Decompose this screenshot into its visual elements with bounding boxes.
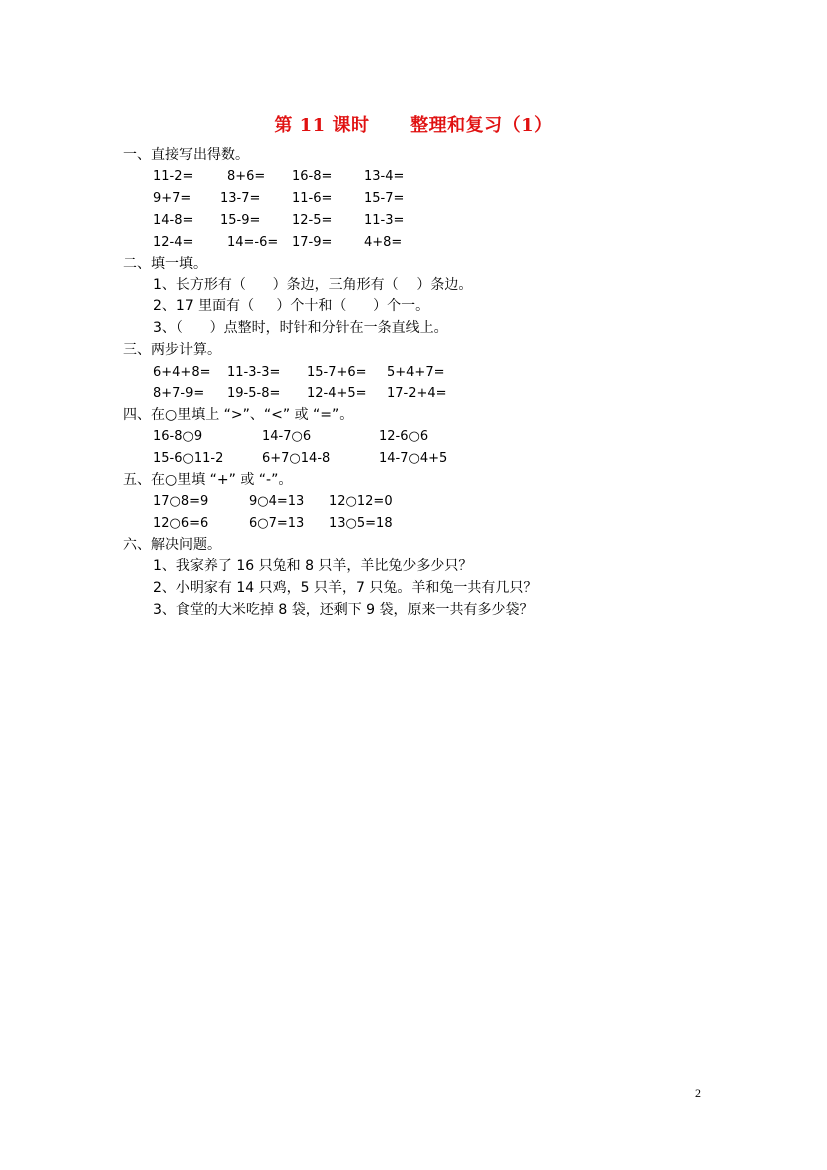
page-number: 2 xyxy=(695,1086,701,1100)
exercise-item: 11-2= xyxy=(153,169,194,184)
exercise-item: 13-7= xyxy=(220,191,261,206)
exercise-item: 11-3= xyxy=(364,213,405,228)
section-heading: 四、在○里填上 “>”、“<” 或 “=”。 xyxy=(123,407,354,423)
exercise-row xyxy=(0,364,827,384)
exercise-row xyxy=(0,168,827,188)
word-problem: 1、我家养了 16 只兔和 8 只羊，羊比兔少多少只？ xyxy=(153,558,473,574)
exercise-item: 9○4=13 xyxy=(249,494,305,509)
exercise-item: 12-4+5= xyxy=(307,386,367,401)
exercise-item: 17○8=9 xyxy=(153,494,209,509)
exercise-item: 11-6= xyxy=(292,191,333,206)
exercise-item: 15-9= xyxy=(220,213,261,228)
exercise-item: 15-7= xyxy=(364,191,405,206)
exercise-item: 6○7=13 xyxy=(249,516,305,531)
exercise-item: 14-7○4+5 xyxy=(379,451,448,466)
exercise-item: 9+7= xyxy=(153,191,192,206)
exercise-row xyxy=(0,385,827,405)
exercise-item: 14-7○6 xyxy=(262,429,312,444)
exercise-row xyxy=(0,212,827,232)
exercise-item: 12-4= xyxy=(153,235,194,250)
section-heading: 一、直接写出得数。 xyxy=(123,147,249,163)
exercise-item: 5+4+7= xyxy=(387,365,445,380)
exercise-item: 13-4= xyxy=(364,169,405,184)
exercise-item: 13○5=18 xyxy=(329,516,393,531)
exercise-item: 6+4+8= xyxy=(153,365,211,380)
exercise-row xyxy=(0,428,827,448)
exercise-item: 17-9= xyxy=(292,235,333,250)
exercise-row xyxy=(0,234,827,254)
exercise-row xyxy=(0,450,827,470)
exercise-item: 12○12=0 xyxy=(329,494,393,509)
section-heading: 六、解决问题。 xyxy=(123,537,221,553)
exercise-item: 12-5= xyxy=(292,213,333,228)
exercise-item: 17-2+4= xyxy=(387,386,447,401)
exercise-item: 16-8○9 xyxy=(153,429,203,444)
exercise-item: 8+7-9= xyxy=(153,386,205,401)
word-problem: 3、食堂的大米吃掉 8 袋，还剩下 9 袋，原来一共有多少袋？ xyxy=(153,602,534,618)
exercise-item: 8+6= xyxy=(227,169,266,184)
exercise-item: 12○6=6 xyxy=(153,516,209,531)
section-heading: 二、填一填。 xyxy=(123,256,207,272)
section-heading: 三、两步计算。 xyxy=(123,342,221,358)
fill-blank-item: 3、（ ）点整时，时针和分针在一条直线上。 xyxy=(153,320,448,336)
page-title: 第 11 课时 整理和复习（1） xyxy=(274,115,553,136)
exercise-row xyxy=(0,515,827,535)
exercise-item: 14=-6= xyxy=(227,235,279,250)
exercise-item: 15-6○11-2 xyxy=(153,451,224,466)
exercise-row xyxy=(0,493,827,513)
exercise-item: 14-8= xyxy=(153,213,194,228)
word-problem: 2、小明家有 14 只鸡，5 只羊，7 只兔。羊和兔一共有几只？ xyxy=(153,580,538,596)
exercise-item: 4+8= xyxy=(364,235,403,250)
exercise-item: 19-5-8= xyxy=(227,386,281,401)
section-heading: 五、在○里填 “+” 或 “-”。 xyxy=(123,472,293,488)
fill-blank-item: 1、长方形有（ ）条边，三角形有（ ）条边。 xyxy=(153,277,473,293)
exercise-item: 6+7○14-8 xyxy=(262,451,331,466)
fill-blank-item: 2、17 里面有（ ）个十和（ ）个一。 xyxy=(153,298,430,314)
exercise-item: 16-8= xyxy=(292,169,333,184)
exercise-row xyxy=(0,190,827,210)
exercise-item: 15-7+6= xyxy=(307,365,367,380)
exercise-item: 12-6○6 xyxy=(379,429,429,444)
exercise-item: 11-3-3= xyxy=(227,365,281,380)
